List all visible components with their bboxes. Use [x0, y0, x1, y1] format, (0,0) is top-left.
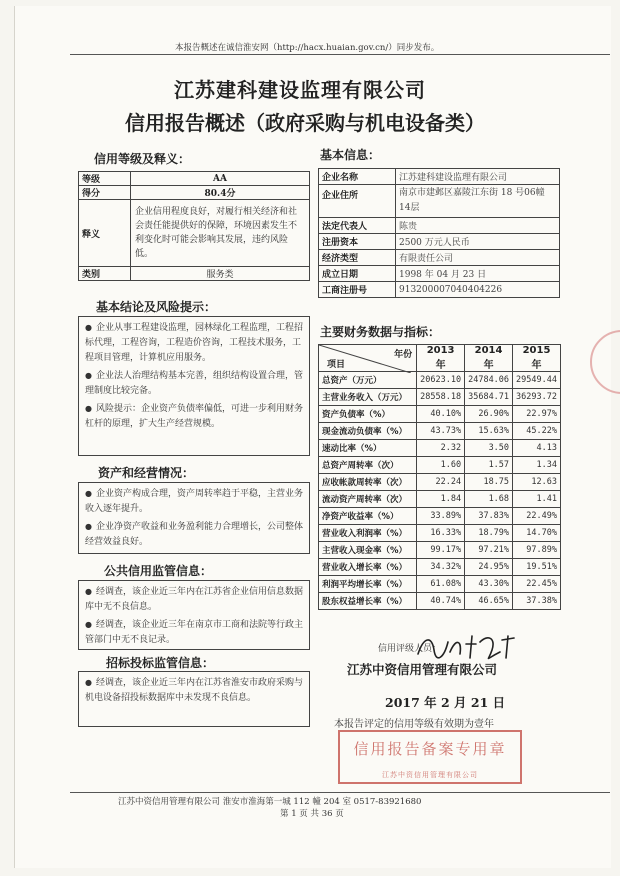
finance-cell: 45.22%	[513, 423, 561, 440]
conclusion-section-title: 基本结论及风险提示：	[96, 300, 217, 314]
finance-cell: 20623.10	[417, 372, 465, 389]
basic-label: 企业名称	[319, 169, 396, 185]
table-row	[319, 576, 561, 593]
finance-row-label: 总资产周转率（次）	[319, 457, 417, 474]
basic-label: 经济类型	[319, 250, 396, 266]
finance-row-label: 主营业务收入（万元）	[319, 389, 417, 406]
validity-note: 本报告评定的信用等级有效期为壹年	[334, 719, 494, 730]
assets-section-title: 资产和经营情况：	[98, 466, 195, 480]
table-row	[319, 457, 561, 474]
finance-cell: 97.21%	[465, 542, 513, 559]
finance-table-body	[319, 372, 561, 610]
rating-value-score: 80.4分	[131, 186, 310, 200]
report-title: 信用报告概述（政府采购与机电设备类）	[125, 111, 485, 135]
finance-cell: 2.32	[417, 440, 465, 457]
table-row	[319, 372, 561, 389]
table-row	[319, 542, 561, 559]
finance-cell: 12.63	[513, 474, 561, 491]
rating-value-grade: AA	[131, 172, 310, 186]
finance-cell: 1.68	[465, 491, 513, 508]
table-row	[79, 186, 310, 200]
header-item-label: 项目	[327, 360, 346, 370]
finance-row-label: 利润平均增长率（%）	[319, 576, 417, 593]
conclusion-box	[78, 316, 310, 456]
finance-cell: 1.57	[465, 457, 513, 474]
finance-cell: 1.60	[417, 457, 465, 474]
table-row	[79, 172, 310, 186]
finance-cell: 24784.06	[465, 372, 513, 389]
finance-cell: 40.74%	[417, 593, 465, 610]
list-item: ● 经调查，该企业近三年在南京市工商和法院等行政主管部门中无不良记录。	[85, 620, 303, 645]
table-row	[319, 282, 560, 298]
table-row	[319, 218, 560, 234]
table-row	[319, 593, 561, 610]
finance-row-label: 营业收入利润率（%）	[319, 525, 417, 542]
basic-value: 913200007040404226	[396, 282, 560, 298]
rating-agency-name: 江苏中资信用管理有限公司	[347, 662, 498, 677]
bullet-icon: ●	[85, 323, 92, 332]
footer-divider	[70, 792, 610, 793]
table-row	[319, 474, 561, 491]
list-item: ● 企业从事工程建设监理，园林绿化工程监理，工程招标代理，工程咨询，工程造价咨询，工程技术服务，工程项目管理，计算机应用服务。	[85, 323, 303, 363]
finance-cell: 43.73%	[417, 423, 465, 440]
list-item: ● 企业法人治理结构基本完善，组织结构设置合理，管理制度比较完备。	[85, 371, 303, 396]
finance-cell: 22.49%	[513, 508, 561, 525]
list-item: ● 风险提示：企业资产负债率偏低，可进一步利用财务杠杆的原理，扩大生产经营规模。	[85, 404, 303, 429]
finance-cell: 35684.71	[465, 389, 513, 406]
finance-cell: 22.24	[417, 474, 465, 491]
list-item: ● 企业资产构成合理，资产周转率趋于平稳，主营业务收入逐年提升。	[85, 489, 303, 514]
finance-cell: 99.17%	[417, 542, 465, 559]
basic-value: 1998 年 04 月 23 日	[396, 266, 560, 282]
finance-row-label: 总资产（万元）	[319, 372, 417, 389]
basic-value: 陈贵	[396, 218, 560, 234]
bullet-icon: ●	[85, 489, 92, 498]
bullet-icon: ●	[85, 620, 92, 629]
finance-cell: 22.97%	[513, 406, 561, 423]
finance-cell: 97.89%	[513, 542, 561, 559]
bullet-icon: ●	[85, 404, 92, 413]
basic-label: 工商注册号	[319, 282, 396, 298]
table-row	[319, 508, 561, 525]
finance-cell: 33.89%	[417, 508, 465, 525]
finance-cell: 14.70%	[513, 525, 561, 542]
finance-section-title: 主要财务数据与指标：	[320, 325, 441, 339]
table-row	[319, 406, 561, 423]
table-row	[319, 423, 561, 440]
year-header: 2014 年	[465, 345, 513, 372]
finance-cell: 1.84	[417, 491, 465, 508]
rating-value-meaning: 企业信用程度良好，对履行相关经济和社会责任能提供好的保障，环境因素发生不利变化时可能会影响其发展，违约风险低。	[131, 200, 310, 267]
finance-cell: 37.38%	[513, 593, 561, 610]
table-row	[319, 185, 560, 218]
table-row	[319, 525, 561, 542]
finance-row-label: 速动比率（%）	[319, 440, 417, 457]
finance-row-label: 主营收入现金率（%）	[319, 542, 417, 559]
rating-table	[78, 171, 310, 281]
finance-cell: 1.41	[513, 491, 561, 508]
finance-row-label: 应收帐款周转率（次）	[319, 474, 417, 491]
table-row	[319, 491, 561, 508]
finance-cell: 18.79%	[465, 525, 513, 542]
year-header: 2013 年	[417, 345, 465, 372]
rating-value-category: 服务类	[131, 267, 310, 281]
company-title: 江苏建科建设监理有限公司	[174, 78, 426, 102]
table-row	[319, 389, 561, 406]
table-row	[319, 559, 561, 576]
filing-stamp	[338, 730, 522, 784]
year-header: 2015 年	[513, 345, 561, 372]
finance-cell: 34.32%	[417, 559, 465, 576]
bidding-section-title: 招标投标监管信息：	[106, 656, 215, 670]
rating-label-category: 类别	[79, 267, 131, 281]
report-date: 2017 年 2 月 21 日	[385, 695, 506, 710]
footer-contact: 江苏中资信用管理有限公司 淮安市淮海第一城 112 幢 204 室 0517-83921680	[118, 797, 422, 807]
bidding-box	[78, 671, 310, 727]
finance-cell: 4.13	[513, 440, 561, 457]
finance-row-label: 现金流动负债率（%）	[319, 423, 417, 440]
finance-cell: 46.65%	[465, 593, 513, 610]
finance-cell: 36293.72	[513, 389, 561, 406]
header-corner-cell	[319, 345, 417, 372]
table-row	[319, 250, 560, 266]
basic-label: 企业住所	[319, 185, 396, 218]
finance-cell: 19.51%	[513, 559, 561, 576]
handwritten-signature	[414, 630, 524, 662]
stamp-subtext: 江苏中资信用管理有限公司	[382, 771, 478, 779]
bullet-icon: ●	[85, 522, 92, 531]
finance-cell: 26.90%	[465, 406, 513, 423]
assets-box	[78, 482, 310, 554]
finance-cell: 15.63%	[465, 423, 513, 440]
finance-cell: 29549.44	[513, 372, 561, 389]
header-divider	[70, 54, 610, 55]
table-header-row	[319, 345, 561, 372]
basic-section-title: 基本信息：	[320, 148, 381, 162]
finance-row-label: 流动资产周转率（次）	[319, 491, 417, 508]
public-credit-box	[78, 580, 310, 650]
finance-cell: 24.95%	[465, 559, 513, 576]
finance-row-label: 资产负债率（%）	[319, 406, 417, 423]
finance-cell: 16.33%	[417, 525, 465, 542]
finance-cell: 22.45%	[513, 576, 561, 593]
basic-value: 2500 万元人民币	[396, 234, 560, 250]
table-row	[79, 200, 310, 267]
bullet-icon: ●	[85, 371, 92, 380]
rating-label-score: 得分	[79, 186, 131, 200]
finance-row-label: 营业收入增长率（%）	[319, 559, 417, 576]
basic-label: 法定代表人	[319, 218, 396, 234]
table-row	[319, 234, 560, 250]
list-item: ● 企业净资产收益和业务盈利能力合理增长，公司整体经营效益良好。	[85, 522, 303, 547]
rating-label-meaning: 释义	[79, 200, 131, 267]
header-note: 本报告概述在诚信淮安网（http://hacx.huaian.gov.cn/）同步发布。	[175, 43, 440, 53]
basic-value: 有限责任公司	[396, 250, 560, 266]
finance-cell: 37.83%	[465, 508, 513, 525]
finance-row-label: 股东权益增长率（%）	[319, 593, 417, 610]
basic-info-table	[318, 168, 560, 298]
basic-value: 南京市建邺区嘉陵江东街 18 号06幢14层	[396, 185, 560, 218]
rating-label-grade: 等级	[79, 172, 131, 186]
finance-cell: 3.50	[465, 440, 513, 457]
rating-section-title: 信用等级及释义：	[94, 152, 191, 166]
table-row	[79, 267, 310, 281]
finance-row-label: 净资产收益率（%）	[319, 508, 417, 525]
table-row	[319, 169, 560, 185]
header-year-label: 年份	[394, 350, 413, 360]
finance-cell: 28558.18	[417, 389, 465, 406]
bullet-icon: ●	[85, 587, 92, 596]
public-credit-section-title: 公共信用监管信息：	[104, 564, 213, 578]
list-item: ● 经调查，该企业近三年内在江苏省淮安市政府采购与机电设备招投标数据库中未发现不良信息。	[85, 678, 303, 703]
finance-cell: 61.08%	[417, 576, 465, 593]
bullet-icon: ●	[85, 678, 92, 687]
table-row	[319, 266, 560, 282]
table-row	[319, 440, 561, 457]
list-item: ● 经调查，该企业近三年内在江苏省企业信用信息数据库中无不良信息。	[85, 587, 303, 612]
basic-label: 注册资本	[319, 234, 396, 250]
basic-value: 江苏建科建设监理有限公司	[396, 169, 560, 185]
page-number: 第 1 页 共 36 页	[280, 809, 344, 819]
finance-cell: 43.30%	[465, 576, 513, 593]
stamp-text: 信用报告备案专用章	[353, 740, 507, 758]
finance-cell: 40.10%	[417, 406, 465, 423]
rater-label: 信用评级人员：	[378, 644, 442, 654]
basic-label: 成立日期	[319, 266, 396, 282]
finance-cell: 18.75	[465, 474, 513, 491]
finance-table	[318, 344, 561, 610]
finance-cell: 1.34	[513, 457, 561, 474]
